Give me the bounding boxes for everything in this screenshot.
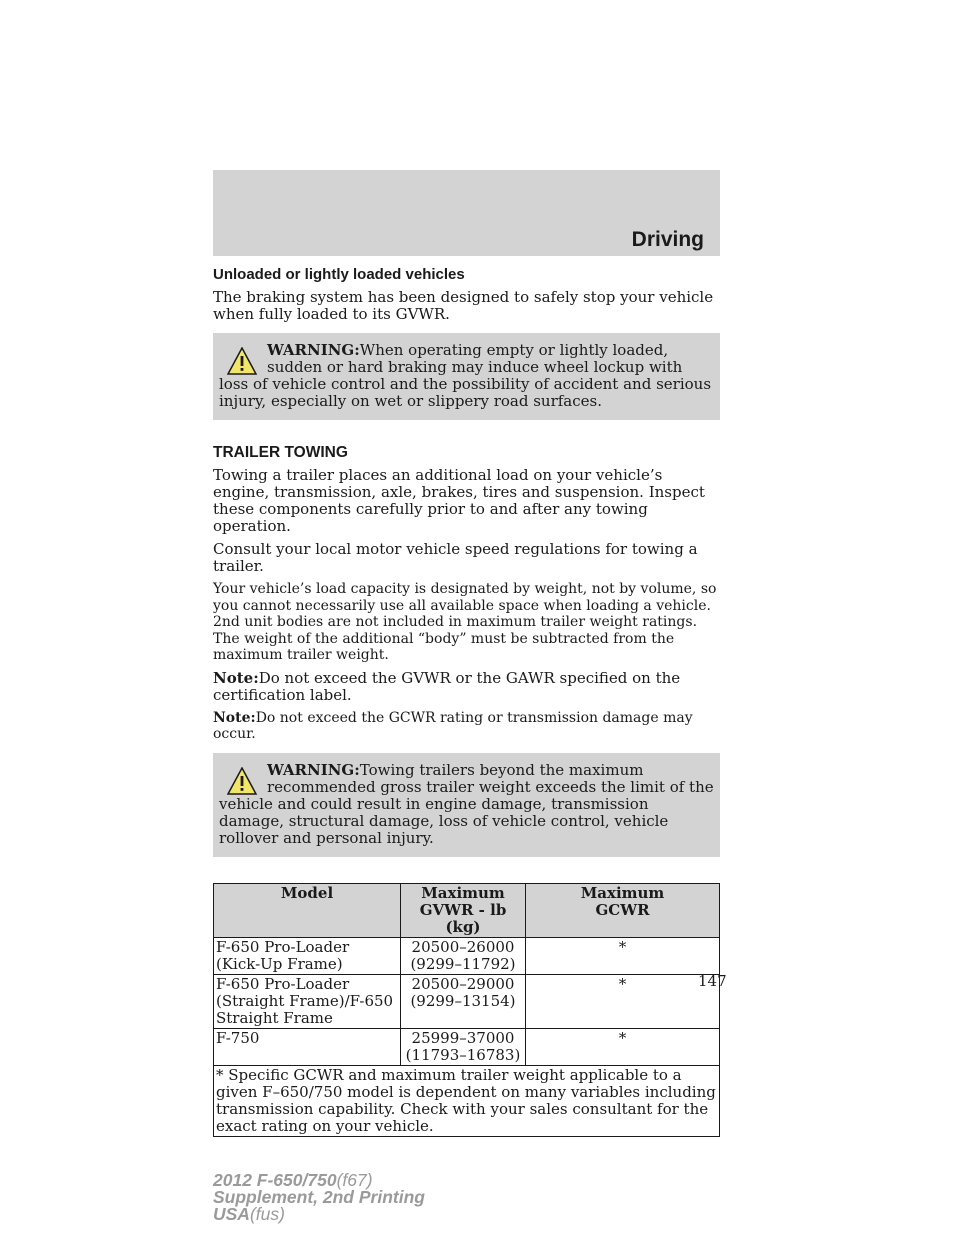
table-footnote: * Specific GCWR and maximum trailer weight applicable to a given F–650/750 model is dependent on many variables including transmission capability. Check with your sales consultant for the exact rating on your vehicle. (214, 1065, 720, 1136)
unloaded-heading: Unloaded or lightly loaded vehicles (213, 266, 465, 283)
warning-text: When operating empty or lightly loaded, sudden or hard braking may induce wheel lockup with loss of vehicle control and the possibility of accident and serious injury, especially on wet or slippery road surfaces. (219, 341, 712, 410)
cell-gcwr: * (526, 974, 720, 1028)
cell-gvwr: 25999–37000 (11793–16783) (401, 1028, 526, 1065)
cell-gvwr: 20500–26000 (9299–11792) (401, 937, 526, 974)
table-row (214, 1028, 720, 1065)
table-header-row (214, 883, 720, 937)
footer-printing: Supplement, 2nd Printing (213, 1187, 425, 1207)
unloaded-body: The braking system has been designed to safely stop your vehicle when fully loaded to its GVWR. (213, 288, 714, 323)
cell-model: F-650 Pro-Loader (Kick-Up Frame) (214, 937, 401, 974)
towing-paragraph-2: Consult your local motor vehicle speed regulations for towing a trailer. (213, 540, 698, 575)
table-row (214, 937, 720, 974)
footer-model: 2012 F-650/750 (213, 1170, 337, 1190)
cell-gcwr: * (526, 937, 720, 974)
cell-model: F-650 Pro-Loader (Straight Frame)/F-650 Straight Frame (214, 974, 401, 1028)
trailer-weight-table (213, 883, 720, 1137)
section-header-band (213, 170, 720, 256)
note-label: Note: (213, 709, 256, 726)
warning-label: WARNING: (267, 760, 360, 779)
print-footer (213, 1172, 425, 1223)
note-gcwr (213, 710, 720, 743)
cell-gcwr: * (526, 1028, 720, 1065)
towing-paragraph-1: Towing a trailer places an additional load on your vehicle’s engine, transmission, axle, brakes, tires and suspension. Inspect these components carefully prior to and after any towing operation. (213, 466, 705, 535)
header-gcwr: Maximum GCWR (526, 883, 720, 937)
header-gvwr: Maximum GVWR - lb (kg) (401, 883, 526, 937)
cell-model: F-750 (214, 1028, 401, 1065)
warning-triangle-icon (227, 767, 257, 795)
warning-box-towing (213, 753, 720, 857)
note-label: Note: (213, 668, 259, 687)
footer-market-code: (fus) (249, 1204, 285, 1224)
table-row (214, 974, 720, 1028)
section-title: Driving (631, 228, 704, 251)
warning-box-braking (213, 333, 720, 420)
note-text: Do not exceed the GVWR or the GAWR specified on the certification label. (213, 668, 681, 704)
table-footnote-row (214, 1065, 720, 1136)
towing-paragraph-3: Your vehicle’s load capacity is designated by weight, not by volume, so you cannot necessarily use all available space when loading a vehicle. 2nd unit bodies are not included in maximum trailer weight ratings. The weight of the additional “body” must be subtracted from the maximum trailer weight. (213, 581, 717, 663)
page-content (213, 266, 720, 1137)
page-number: 147 (698, 972, 727, 990)
trailer-towing-heading: TRAILER TOWING (213, 444, 348, 461)
warning-text: Towing trailers beyond the maximum recommended gross trailer weight exceeds the limit of the vehicle and could result in engine damage, transmission damage, structural damage, loss of vehicle control, vehicle rollover and personal injury. (219, 760, 714, 847)
header-model: Model (214, 883, 401, 937)
cell-gvwr: 20500–29000 (9299–13154) (401, 974, 526, 1028)
footer-code: (f67) (336, 1170, 373, 1190)
footer-market: USA (213, 1204, 250, 1224)
warning-label: WARNING: (267, 341, 360, 359)
note-gvwr (213, 670, 720, 704)
warning-triangle-icon (227, 347, 257, 375)
note-text: Do not exceed the GCWR rating or transmission damage may occur. (213, 709, 693, 742)
